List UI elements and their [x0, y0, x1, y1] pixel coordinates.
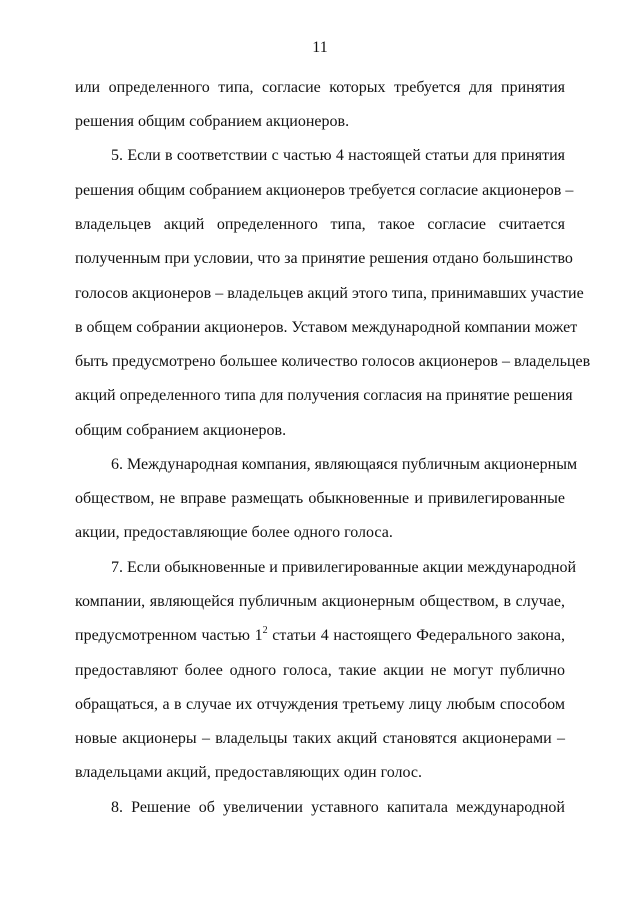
text-line: полученным при условии, что за принятие решения отдано большинство	[75, 250, 573, 267]
text-line-with-superscript	[75, 625, 565, 647]
text-line: обществом, не вправе размещать обыкновенные и привилегированные	[75, 490, 565, 507]
text-line: быть предусмотрено большее количество голосов акционеров – владельцев	[75, 353, 591, 370]
text-line: компании, являющейся публичным акционерным обществом, в случае,	[75, 593, 565, 610]
text-segment: статьи 4 настоящего Федерального закона,	[267, 627, 565, 644]
text-line: владельцами акций, предоставляющих один голос.	[75, 764, 423, 781]
paragraph-5-start: 5. Если в соответствии с частью 4 настоящей статьи для принятия	[111, 147, 565, 164]
text-line: владельцев акций определенного типа, такое согласие считается	[75, 216, 565, 233]
text-line: или определенного типа, согласие которых требуется для принятия	[75, 79, 565, 96]
text-line: в общем собрании акционеров. Уставом международной компании может	[75, 319, 578, 336]
paragraph-6-start: 6. Международная компания, являющаяся публичным акционерным	[111, 456, 578, 473]
page-number: 11	[312, 39, 328, 56]
text-line: обращаться, а в случае их отчуждения третьему лицу любым способом	[75, 696, 565, 713]
text-line: акций определенного типа для получения согласия на принятие решения	[75, 387, 573, 404]
text-line: новые акционеры – владельцы таких акций становятся акционерами –	[75, 730, 565, 747]
text-line: предоставляют более одного голоса, такие акции не могут публично	[75, 662, 565, 679]
paragraph-8-start: 8. Решение об увеличении уставного капитала международной	[111, 799, 565, 816]
paragraph-7-start: 7. Если обыкновенные и привилегированные акции международной	[111, 559, 577, 576]
text-line: общим собранием акционеров.	[75, 422, 287, 439]
text-line: решения общим собранием акционеров.	[75, 113, 350, 130]
text-line: голосов акционеров – владельцев акций этого типа, принимавших участие	[75, 285, 584, 302]
text-line: решения общим собранием акционеров требуется согласие акционеров –	[75, 182, 574, 199]
text-segment: предусмотренном частью 1	[75, 627, 263, 644]
superscript: 2	[262, 625, 268, 636]
text-line: акции, предоставляющие более одного голоса.	[75, 524, 393, 541]
